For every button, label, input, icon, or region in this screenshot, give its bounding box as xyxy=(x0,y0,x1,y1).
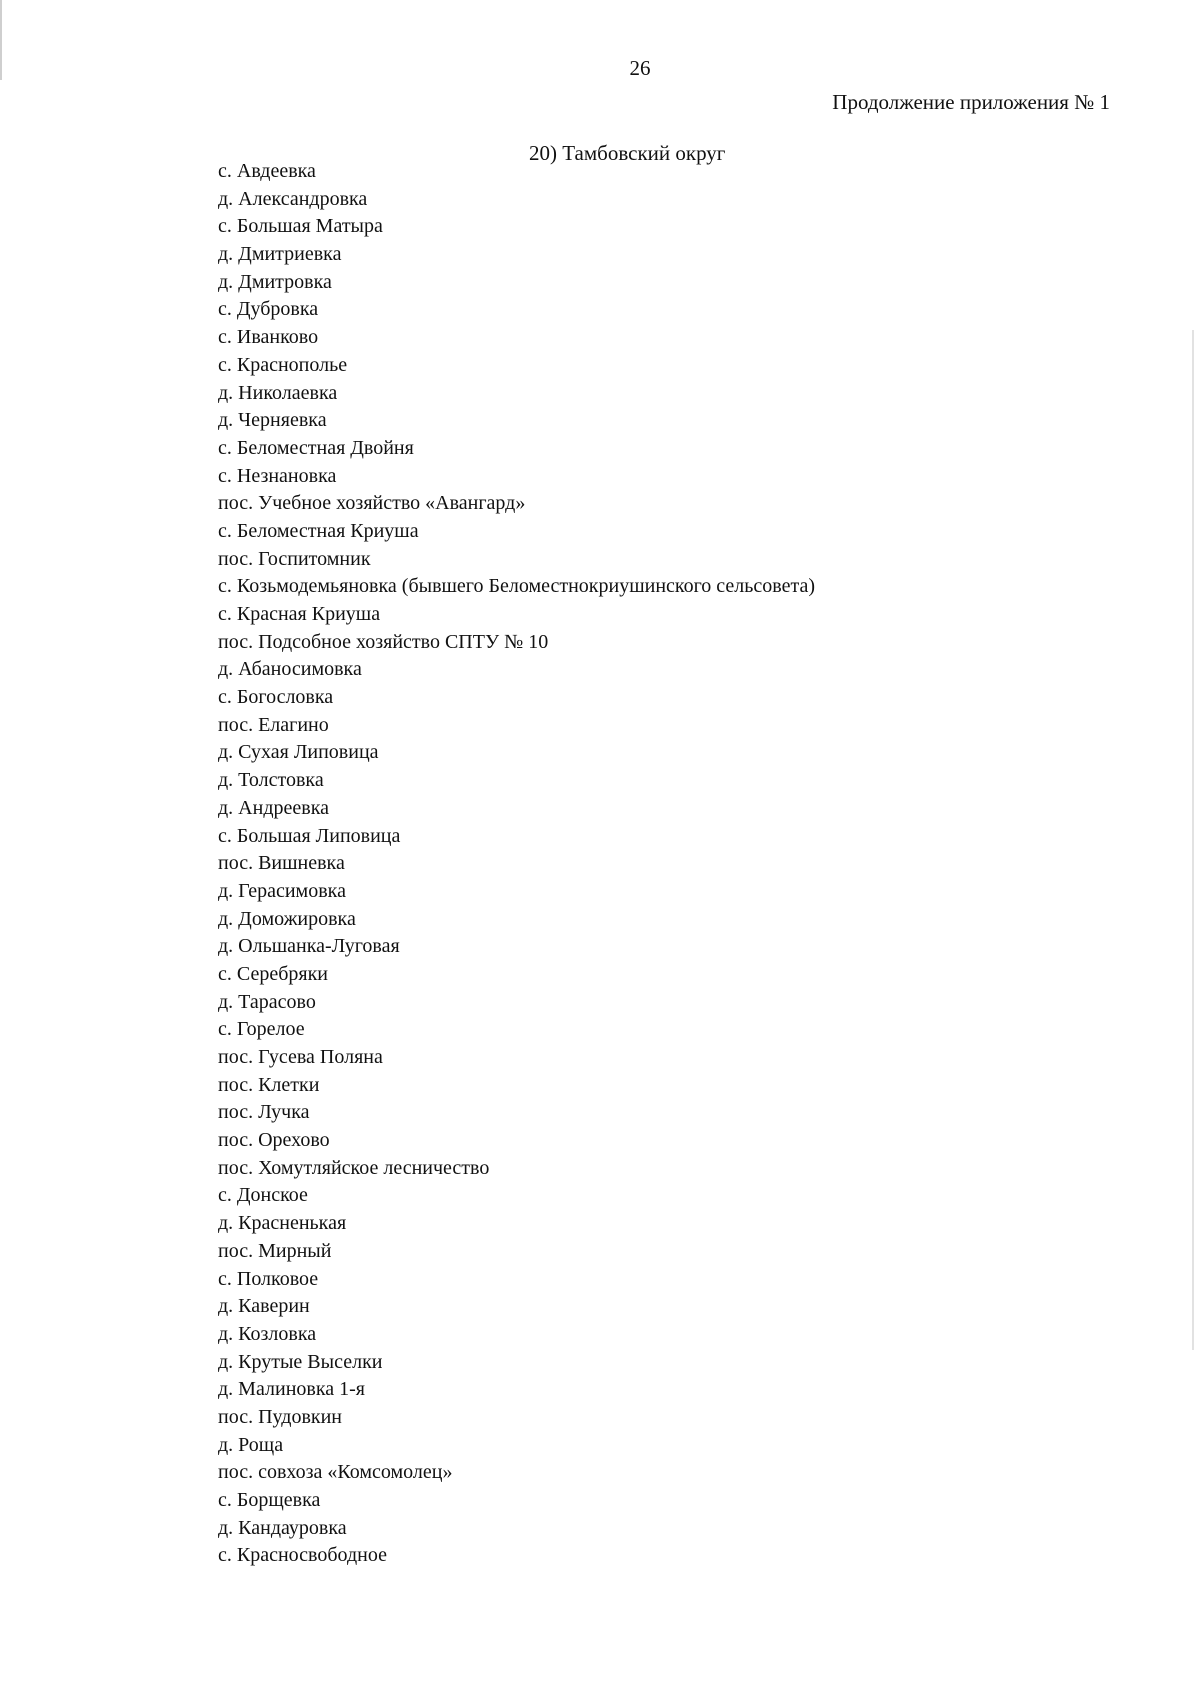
settlement-item: д. Тарасово xyxy=(218,990,316,1013)
settlement-item: д. Кандауровка xyxy=(218,1516,347,1539)
settlement-item: д. Сухая Липовица xyxy=(218,741,379,764)
settlement-item: д. Дмитровка xyxy=(218,270,332,293)
settlement-item: пос. Лучка xyxy=(218,1101,310,1124)
settlement-item: д. Дмитриевка xyxy=(218,243,342,266)
settlement-item: д. Роща xyxy=(218,1433,284,1456)
settlement-item: пос. Елагино xyxy=(218,713,329,736)
settlement-item: с. Горелое xyxy=(218,1018,305,1041)
appendix-continuation-heading: Продолжение приложения № 1 xyxy=(832,90,1110,114)
settlement-item: пос. Хомутляйское лесничество xyxy=(218,1156,490,1179)
settlement-item: с. Беломестная Двойня xyxy=(218,436,414,459)
settlement-item: с. Козьмодемьяновка (бывшего Беломестнокриушинского сельсовета) xyxy=(218,575,816,598)
settlement-item: д. Николаевка xyxy=(218,381,338,404)
settlement-item: пос. Подсобное хозяйство СПТУ № 10 xyxy=(218,630,549,653)
settlement-item: д. Толстовка xyxy=(218,769,324,792)
settlement-item: с. Иванково xyxy=(218,326,319,349)
settlement-item: пос. Орехово xyxy=(218,1129,330,1152)
settlement-item: пос. Гусева Поляна xyxy=(218,1046,383,1068)
settlement-item: с. Незнановка xyxy=(218,464,337,487)
settlement-item: д. Красненькая xyxy=(218,1212,347,1235)
settlement-item: с. Борщевка xyxy=(218,1489,321,1511)
settlement-item: с. Авдеевка xyxy=(218,160,316,182)
settlement-item: с. Большая Липовица xyxy=(218,824,401,847)
settlement-item: д. Малиновка 1-я xyxy=(218,1378,365,1401)
settlement-item: с. Красносвободное xyxy=(218,1544,387,1567)
settlement-item: д. Герасимовка xyxy=(218,879,346,902)
section-title: 20) Тамбовский округ xyxy=(529,141,726,165)
settlement-item: пос. Пудовкин xyxy=(218,1405,343,1428)
settlement-item: с. Богословка xyxy=(218,686,334,709)
settlement-item: пос. Госпитомник xyxy=(218,547,371,570)
settlement-item: с. Красная Криуша xyxy=(218,603,381,625)
settlement-item: пос. Клетки xyxy=(218,1073,320,1096)
settlement-item: пос. Мирный xyxy=(218,1239,332,1262)
settlement-item: с. Большая Матыра xyxy=(218,215,383,238)
settlement-item: с. Полковое xyxy=(218,1267,319,1290)
scan-edge-right xyxy=(1192,330,1194,1350)
settlement-item: с. Серебряки xyxy=(218,962,329,985)
settlement-item: пос. совхоза «Комсомолец» xyxy=(218,1461,453,1484)
settlement-item: с. Дубровка xyxy=(218,298,319,321)
settlement-item: с. Краснополье xyxy=(218,353,348,376)
settlement-item: д. Каверин xyxy=(218,1295,310,1318)
settlement-item: д. Доможировка xyxy=(218,907,356,930)
settlement-item: д. Андреевка xyxy=(218,796,329,819)
settlement-item: с. Беломестная Криуша xyxy=(218,519,419,542)
settlement-item: д. Ольшанка-Луговая xyxy=(218,935,400,958)
settlement-item: пос. Вишневка xyxy=(218,852,345,875)
settlement-item: д. Козловка xyxy=(218,1322,317,1345)
page-number: 26 xyxy=(629,56,651,80)
settlement-item: д. Крутые Выселки xyxy=(218,1350,383,1373)
settlement-item: д. Александровка xyxy=(218,187,368,210)
settlement-item: с. Донское xyxy=(218,1184,308,1207)
settlement-item: д. Абаносимовка xyxy=(218,658,362,681)
settlement-item: д. Черняевка xyxy=(218,409,327,432)
settlement-item: пос. Учебное хозяйство «Авангард» xyxy=(218,492,526,515)
settlement-list xyxy=(218,158,815,1570)
